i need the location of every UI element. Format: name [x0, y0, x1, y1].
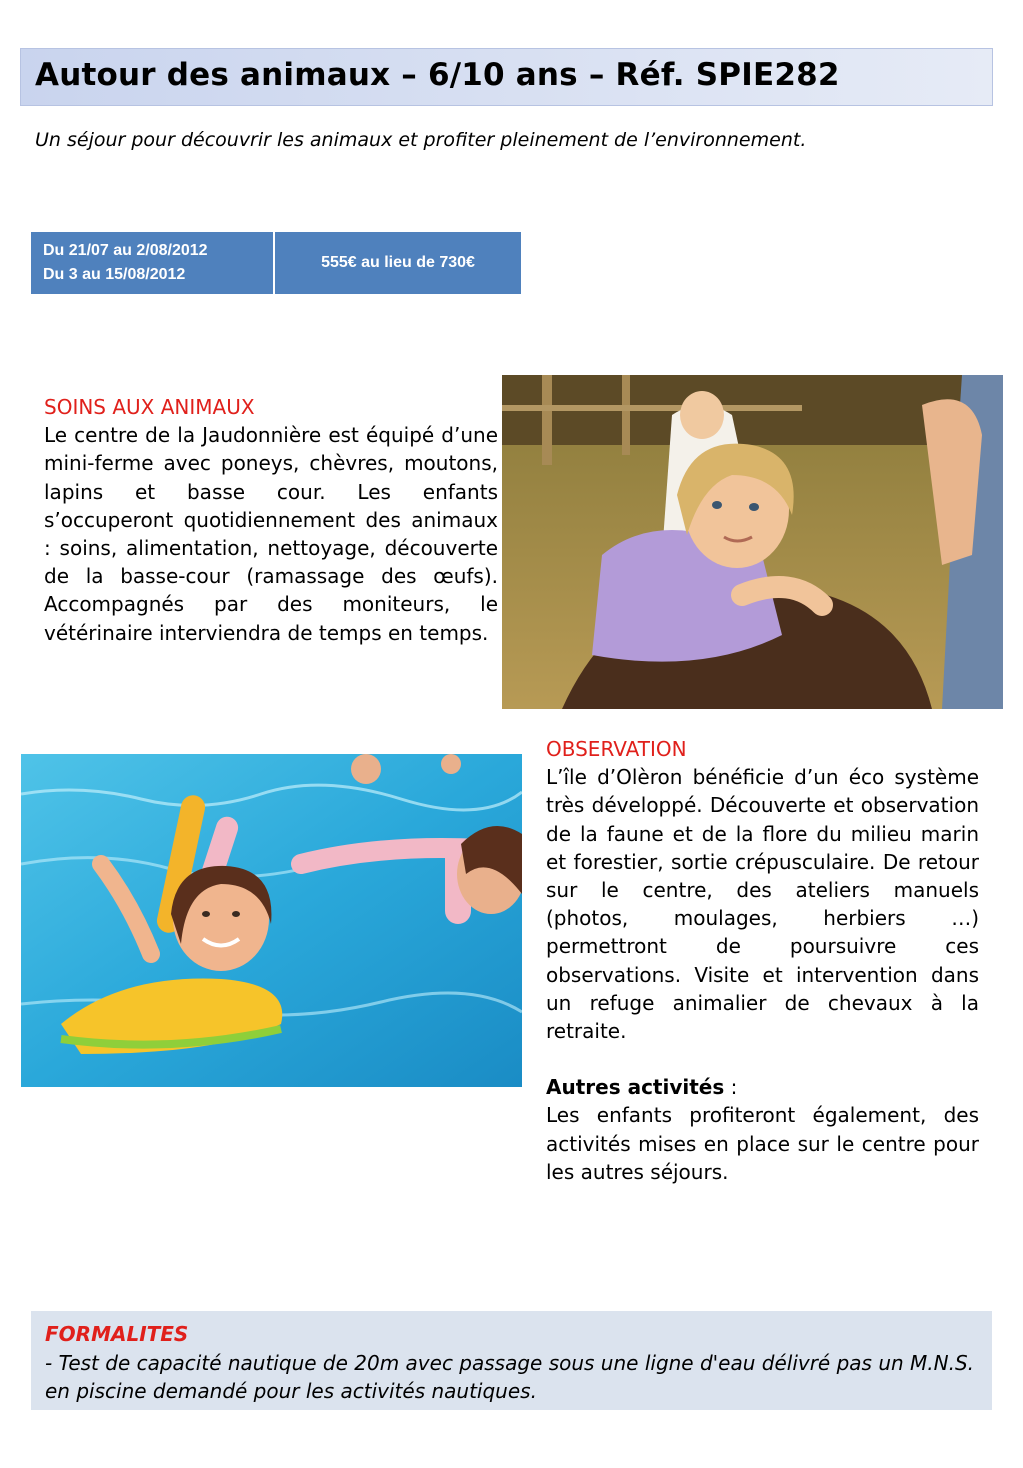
autres-text: Les enfants profiteront également, des activités mises en place sur le centre pour les autres séjours.: [546, 1103, 979, 1184]
pony-photo: [502, 375, 1003, 709]
title-bar: [20, 48, 993, 106]
formalites-box: [31, 1311, 992, 1410]
page-subtitle: Un séjour pour découvrir les animaux et profiter pleinement de l’environnement.: [35, 129, 807, 151]
formalites-text: - Test de capacité nautique de 20m avec passage sous une ligne d'eau délivré pas un M.N.S. en piscine demandé pour les activités nautiques.: [45, 1350, 975, 1403]
session-date: Du 21/07 au 2/08/2012: [43, 242, 208, 259]
price-table: [31, 232, 521, 294]
autres-colon: :: [724, 1075, 738, 1100]
observation-text: L’île d’Olèron bénéficie d’un éco système très développé. Découverte et observation de la faune et de la flore du milieu marin et forestier, sortie crépusculaire. De retour sur le centre, des ateliers manuels (photos, moulages, herbiers …) permettront de poursuivre ces observations. Visite et intervention dans un refuge animalier de chevaux à la retraite.: [546, 765, 979, 1044]
soins-section: [44, 393, 498, 647]
session-dates: [31, 232, 275, 294]
spacer: [546, 1045, 979, 1073]
page-title: Autour des animaux – 6/10 ans – Réf. SPIE282: [35, 57, 840, 93]
pool-photo: [21, 754, 522, 1087]
session-date: Du 3 au 15/08/2012: [43, 266, 186, 283]
autres-heading: Autres activités: [546, 1075, 725, 1100]
price-label: 555€ au lieu de 730€: [321, 254, 475, 271]
soins-text: Le centre de la Jaudonnière est équipé d’une mini-ferme avec poneys, chèvres, moutons, lapins et basse cour. Les enfants s’occuperont quotidiennement des animaux : soins, alimentation, nettoyage, découverte de la basse-cour (ramassage des œufs). Accompagnés par des moniteurs, le vétérinaire interviendra de temps en temps.: [44, 423, 498, 645]
soins-heading: SOINS AUX ANIMAUX: [44, 395, 255, 419]
autres-heading-line: [546, 1073, 979, 1101]
observation-section: [546, 735, 979, 1186]
formalites-heading: FORMALITES: [45, 1322, 189, 1346]
observation-heading: OBSERVATION: [546, 737, 687, 761]
